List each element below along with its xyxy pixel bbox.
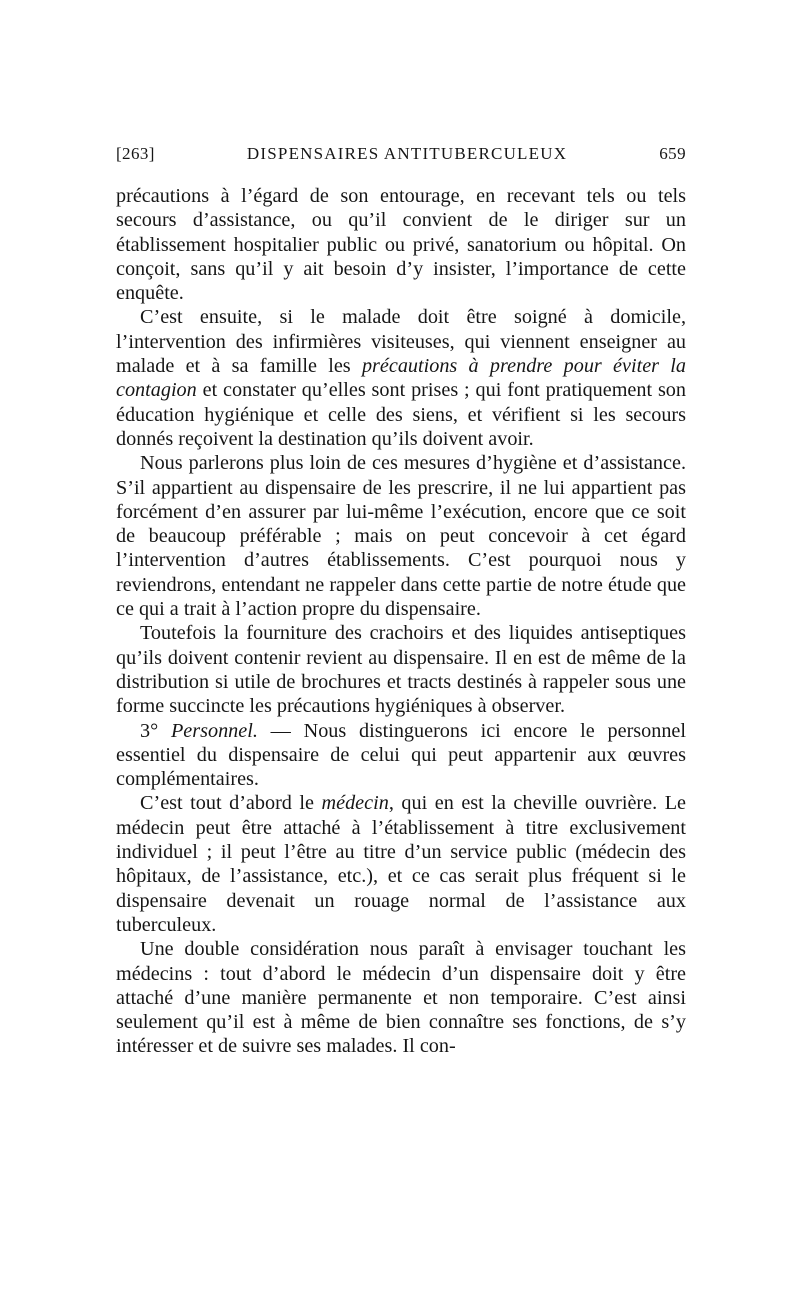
running-title: DISPENSAIRES ANTITUBERCULEUX	[246, 144, 568, 163]
paragraph-7	[116, 937, 686, 1058]
paragraph-2	[116, 305, 686, 451]
page-number: 659	[659, 144, 686, 163]
page-reference: [263]	[116, 144, 155, 163]
text-segment: et constater qu’elles sont prises ; qui font pratiquement son éducation hygiénique et celle des siens, et vérifient si les secours donnés reçoivent la destination qu’ils doivent avoir.	[116, 379, 686, 450]
text-segment: précautions à l’égard de son entourage, en recevant tels ou tels secours d’assistance, ou qu’il convient de le diriger sur un établissement hospitalier public ou privé, sanatorium ou hôpital. On conçoit, sans qu’il y ait besoin d’y insister, l’importance de cette enquête.	[116, 185, 686, 305]
text-segment: C’est ensuite, si le malade doit être soigné à domicile, l’intervention des infirmières visiteuses, qui viennent enseigner au malade et à sa famille les	[116, 306, 686, 378]
text-segment: Nous parlerons plus loin de ces mesures d’hygiène et d’assistance. S’il appartient au dispensaire de les prescrire, il ne lui appartient pas forcément d’en assurer par lui-même l’exécution, encore que ce soit de beaucoup préférable ; mais on peut concevoir à cet égard l’intervention d’autres établissements. C’est pourquoi nous y reviendrons, entendant ne rappeler dans cette partie de notre étude que ce qui a trait à l’action propre du dispensaire.	[116, 452, 686, 621]
text-segment: — Nous distinguerons ici encore le personnel essentiel du dispensaire de celui qui peut appartenir aux œuvres complémentaires.	[116, 719, 686, 791]
paragraph-3	[116, 451, 686, 621]
text-segment: , qui en est la cheville ouvrière. Le médecin peut être attaché à l’établissement à titre exclusivement individuel ; il peut l’être au titre d’un service public (médecin des hôpitaux, de l’assistance, etc.), et ce cas serait plus fréquent si le dispensaire devenait un rouage normal de l’assistance aux tuberculeux.	[116, 792, 686, 936]
italic-term: médecin	[321, 792, 389, 815]
book-page	[116, 144, 686, 1059]
body-text	[116, 184, 686, 1059]
paragraph-5	[116, 719, 686, 792]
paragraph-1	[116, 184, 686, 305]
text-segment: C’est tout d’abord le	[140, 792, 322, 815]
running-header	[116, 144, 686, 164]
paragraph-4	[116, 621, 686, 718]
text-segment: Toutefois la fourniture des crachoirs et des liquides antiseptiques qu’ils doivent contenir revient au dispensaire. Il en est de même de la distribution si utile de brochures et tracts destinés à rappeler sous une forme succincte les précautions hygiéniques à observer.	[116, 622, 686, 718]
text-segment: Une double considération nous paraît à envisager touchant les médecins : tout d’abord le médecin d’un dispensaire doit y être attaché d’une manière permanente et non temporaire. C’est ainsi seulement qu’il est à même de bien connaître ses fonctions, de s’y intéresser et de suivre ses malades. Il con-	[116, 938, 686, 1058]
italic-phrase: précautions à prendre pour éviter la contagion	[116, 355, 687, 402]
section-number: 3°	[140, 719, 171, 742]
paragraph-6	[116, 791, 686, 937]
section-heading: Personnel.	[170, 719, 258, 742]
